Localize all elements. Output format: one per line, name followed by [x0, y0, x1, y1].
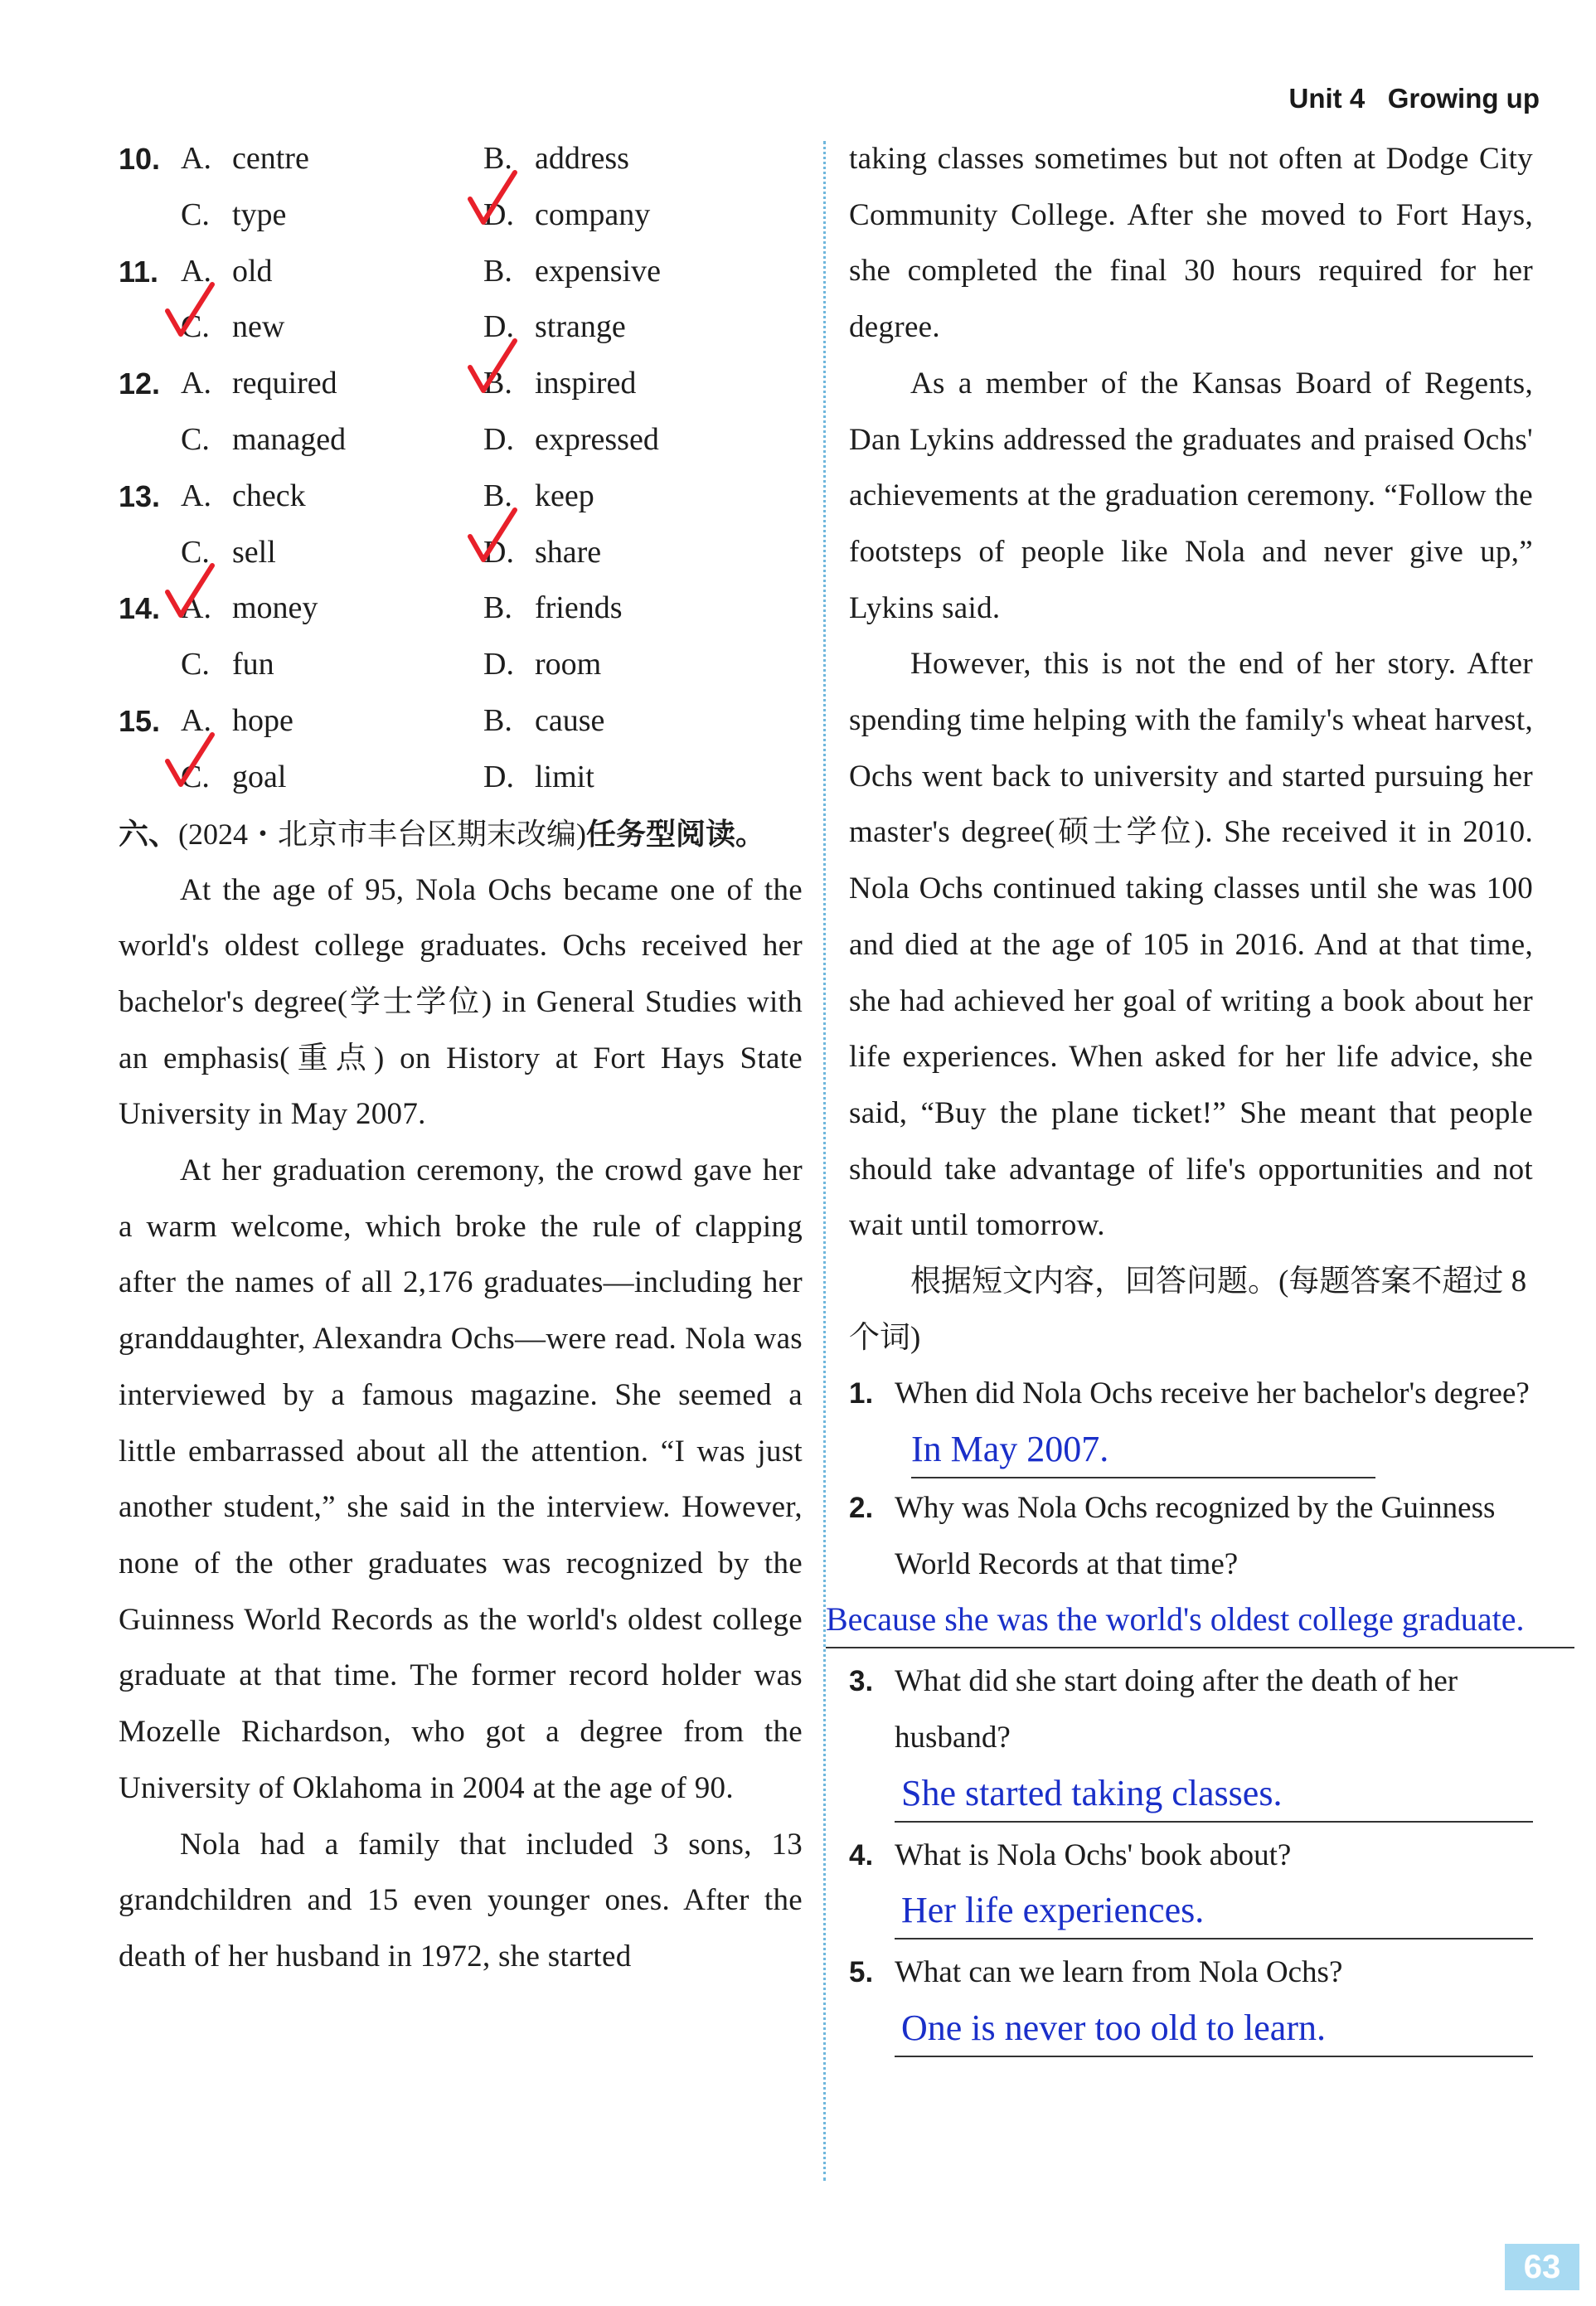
question-number: 15. [119, 703, 161, 738]
option-text: company [535, 197, 651, 232]
option-text: centre [232, 141, 309, 176]
option-c[interactable] [181, 187, 286, 244]
option-text: inspired [535, 366, 637, 401]
option-text: required [232, 366, 337, 401]
check-mark-icon [465, 508, 523, 566]
check-mark-icon [163, 283, 221, 341]
section-title: 六、(2024・北京市丰台区期末改编)任务型阅读。 [119, 817, 766, 851]
option-letter: C. [181, 534, 210, 570]
option-b[interactable] [483, 244, 661, 300]
option-letter: A. [181, 253, 211, 289]
option-c[interactable] [181, 637, 274, 693]
option-text: share [535, 534, 602, 570]
question-number: 5. [849, 1956, 874, 1989]
option-letter: D. [483, 647, 514, 682]
section-source: (2024・北京市丰台区期末改编) [178, 817, 586, 851]
option-letter: D. [483, 197, 514, 232]
option-text: money [232, 590, 318, 626]
right-column [826, 131, 1533, 2057]
check-mark-icon [163, 733, 221, 791]
cloze-row [119, 299, 803, 356]
section-task: 任务型阅读。 [586, 817, 766, 851]
question-number: 10. [119, 142, 161, 176]
question-text: When did Nola Ochs receive her bachelor's degree? [895, 1376, 1530, 1411]
question-3 [849, 1653, 1533, 1765]
question-number: 3. [849, 1665, 874, 1698]
cloze-row [119, 356, 803, 412]
cloze-row [119, 637, 803, 693]
question-2 [849, 1480, 1533, 1592]
option-d[interactable] [483, 637, 601, 693]
option-text: cause [535, 702, 605, 738]
check-mark-icon [465, 339, 523, 397]
answer-2[interactable]: Because she was the world's oldest college graduate. [826, 1592, 1574, 1648]
option-letter: C. [181, 421, 210, 457]
answer-3[interactable]: She started taking classes. [895, 1766, 1533, 1823]
cloze-row [119, 525, 803, 581]
option-letter: A. [181, 478, 211, 513]
option-letter: A. [181, 702, 211, 738]
question-text: What did she start doing after the death of her husband? [895, 1664, 1458, 1755]
option-letter: B. [483, 702, 512, 738]
option-a[interactable] [181, 131, 309, 187]
option-letter: C. [181, 647, 210, 682]
passage-continuation: taking classes sometimes but not often at Dodge City Community College. After she moved to Fort Hays, she completed the final 30 hours required for her degree. [849, 142, 1533, 345]
passage-paragraph: At her graduation ceremony, the crowd gave her a warm welcome, which broke the rule of clapping after the names of all 2,176 graduates—including her granddaughter, Alexandra Ochs—were read. Nola was interviewed by a famous magazine. She seemed a little embarrassed about all the attention. “I was just another student,” she said in the interview. However, none of the other graduates was recognized by the Guinness World Records as the world's oldest college graduate at that time. The former record holder was Mozelle Richardson, who got a degree from the University of Oklahoma in 2004 at the age of 90. [119, 1153, 803, 1805]
option-text: friends [535, 590, 623, 626]
question-4 [849, 1828, 1533, 1884]
option-letter: C. [181, 197, 210, 232]
option-letter: D. [483, 534, 514, 570]
question-number: 13. [119, 478, 161, 513]
task-instructions: 根据短文内容，回答问题。(每题答案不超过 8 个词) [849, 1265, 1527, 1355]
option-a[interactable] [181, 356, 337, 412]
cloze-row [119, 131, 803, 187]
question-number: 12. [119, 367, 161, 401]
passage-paragraph: As a member of the Kansas Board of Regents, Dan Lykins addressed the graduates and praised Ochs' achievements at the graduation ceremony. “Follow the footsteps of people like Nola and never give up,” Lykins said. [849, 366, 1533, 625]
option-text: room [535, 647, 602, 682]
cloze-row [119, 693, 803, 750]
option-letter: C. [181, 309, 210, 345]
question-number: 4. [849, 1838, 874, 1872]
question-5 [849, 1944, 1533, 2001]
question-number: 14. [119, 591, 161, 626]
option-text: fun [232, 647, 274, 682]
question-number: 1. [849, 1377, 874, 1410]
passage-paragraph: However, this is not the end of her story. After spending time helping with the family's wheat harvest, Ochs went back to university and started pursuing her master's degree(硕士学位). She received it in 2010. Nola Ochs continued taking classes until she was 100 and died at the age of 105 in 2016. And at that time, she had achieved her goal of writing a book about her life experiences. When asked for her life advice, she said, “Buy the plane ticket!” She meant that people should take advantage of life's opportunities and not wait until tomorrow. [849, 647, 1533, 1243]
passage-paragraph: At the age of 95, Nola Ochs became one of the world's oldest college graduates. Ochs received her bachelor's degree(学士学位) in General Studies with an emphasis(重点) on History at Fort Hays State University in May 2007. [119, 872, 803, 1132]
unit-label: Unit 4 [1288, 83, 1366, 114]
option-text: address [535, 141, 629, 176]
answer-4[interactable]: Her life experiences. [895, 1883, 1533, 1939]
option-letter: B. [483, 590, 512, 626]
option-text: keep [535, 478, 594, 513]
cloze-row [119, 187, 803, 244]
option-b[interactable] [483, 580, 623, 637]
question-1 [849, 1366, 1533, 1479]
option-text: sell [232, 534, 276, 570]
cloze-row [119, 580, 803, 637]
option-text: limit [535, 759, 594, 794]
unit-title: Growing up [1387, 83, 1540, 114]
check-mark-icon [163, 564, 221, 622]
option-text: old [232, 253, 273, 289]
cloze-row [119, 244, 803, 300]
option-letter: B. [483, 366, 512, 401]
page-number: 63 [1505, 2244, 1579, 2290]
option-letter: B. [483, 141, 512, 176]
question-number: 2. [849, 1491, 874, 1524]
option-text: new [232, 309, 285, 345]
question-text: What is Nola Ochs' book about? [895, 1838, 1292, 1872]
option-text: managed [232, 421, 347, 457]
option-d[interactable] [483, 750, 594, 806]
option-letter: A. [181, 141, 211, 176]
option-text: check [232, 478, 306, 513]
option-text: strange [535, 309, 626, 345]
question-text: Why was Nola Ochs recognized by the Guinness World Records at that time? [895, 1490, 1496, 1581]
option-a[interactable] [181, 468, 306, 525]
option-letter: D. [483, 421, 514, 457]
option-text: hope [232, 702, 293, 738]
option-d[interactable] [483, 412, 659, 468]
column-divider [823, 141, 826, 2181]
option-b[interactable] [483, 693, 604, 750]
option-text: expensive [535, 253, 661, 289]
cloze-row [119, 750, 803, 806]
option-letter: B. [483, 478, 512, 513]
answer-5[interactable]: One is never too old to learn. [895, 2001, 1533, 2057]
cloze-options [119, 131, 803, 806]
option-letter: A. [181, 590, 211, 626]
option-letter: B. [483, 253, 512, 289]
cloze-row [119, 468, 803, 525]
option-letter: D. [483, 309, 514, 345]
page-header [1289, 83, 1540, 114]
option-letter: C. [181, 759, 210, 794]
option-letter: D. [483, 759, 514, 794]
option-text: goal [232, 759, 287, 794]
check-mark-icon [465, 171, 523, 229]
option-text: type [232, 197, 287, 232]
option-text: expressed [535, 421, 659, 457]
question-number: 11. [119, 254, 159, 289]
cloze-row [119, 412, 803, 468]
question-text: What can we learn from Nola Ochs? [895, 1955, 1343, 1990]
answer-1[interactable]: In May 2007. [911, 1422, 1375, 1478]
option-c[interactable] [181, 412, 346, 468]
passage-paragraph: Nola had a family that included 3 sons, 13 grandchildren and 15 even younger ones. After the death of her husband in 1972, she started [119, 1827, 803, 1973]
option-letter: A. [181, 366, 211, 401]
left-column [119, 131, 803, 1985]
